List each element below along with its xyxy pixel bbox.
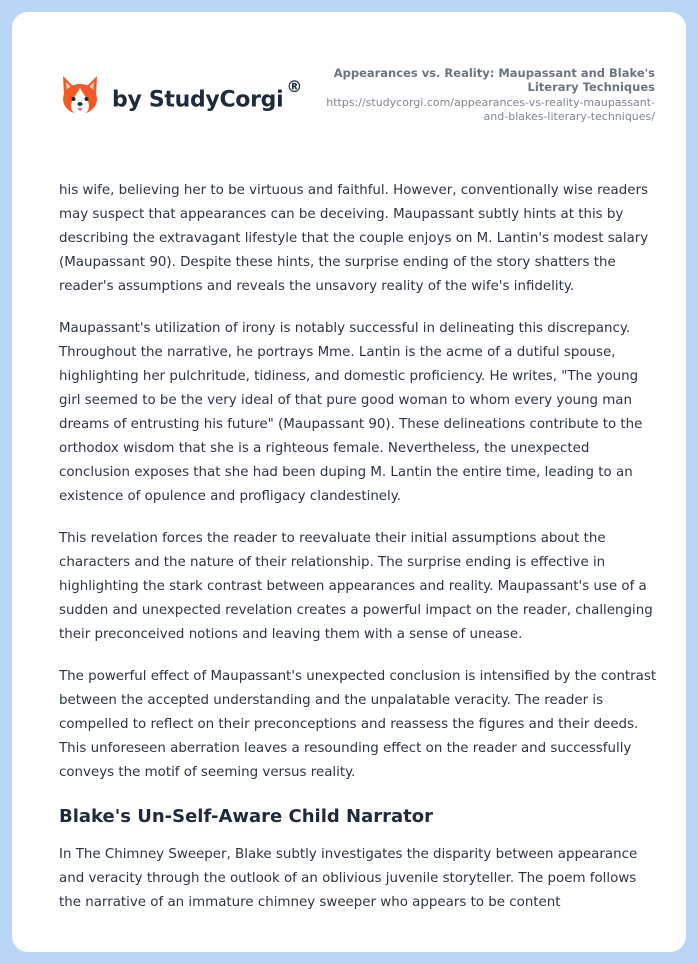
document-url[interactable]: https://studycorgi.com/appearances-vs-reality-maupassant-and-blakes-literary-techniques/ [326,96,655,123]
paragraph: In The Chimney Sweeper, Blake subtly investigates the disparity between appearance and veracity through the outlook of an oblivious juvenile storyteller. The poem follows the narrative of an immature chimney sweeper who appears to be content [59,847,638,910]
brand-text: by StudyCorgi [112,87,284,113]
page-header [12,12,686,142]
brand-name [112,77,303,113]
document-title: Appearances vs. Reality: Maupassant and Blake's Literary Techniques [333,66,655,94]
paragraph: Maupassant's utilization of irony is notably successful in delineating this discrepancy. Throughout the narrative, he portrays Mme. Lantin is the acme of a dutiful spouse, highlighting her pulchritude, tidiness, and domestic proficiency. He writes, "The young girl seemed to be the very ideal of that pure good woman to whom every young man dreams of entrusting his future" (Maupassant 90). These delineations contribute to the orthodox wisdom that she is a righteous female. Nevertheless, the unexpected conclusion exposes that she had been duping M. Lantin the entire time, leading to an existence of opulence and profligacy clandestinely. [59,321,643,504]
corgi-icon [60,74,100,118]
paragraph: This revelation forces the reader to reevaluate their initial assumptions about the characters and the nature of their relationship. The surprise ending is effective in highlighting the stark contrast between appearances and reality. Maupassant's use of a sudden and unexpected revelation creates a powerful impact on the reader, challenging their preconceived notions and leaving them with a sense of unease. [59,531,653,642]
article-body [59,179,661,933]
section-heading: Blake's Un-Self-Aware Child Narrator [59,806,433,827]
paragraph: his wife, believing her to be virtuous and faithful. However, conventionally wise readers may suspect that appearances can be deceiving. Maupassant subtly hints at this by describing the extravagant lifestyle that the couple enjoys on M. Lantin's modest salary (Maupassant 90). Despite these hints, the surprise ending of the story shatters the reader's assumptions and reveals the unsavory reality of the wife's infidelity. [59,183,649,294]
document-page [12,12,686,952]
registered-mark: ® [286,77,303,97]
document-info [303,66,655,123]
paragraph: The powerful effect of Maupassant's unexpected conclusion is intensified by the contrast between the accepted understanding and the unpalatable veracity. The reader is compelled to reflect on their preconceptions and reassess the figures and their deeds. This unforeseen aberration leaves a resounding effect on the reader and successfully conveys the motif of seeming versus reality. [59,669,657,780]
studycorgi-logo[interactable] [60,74,302,118]
